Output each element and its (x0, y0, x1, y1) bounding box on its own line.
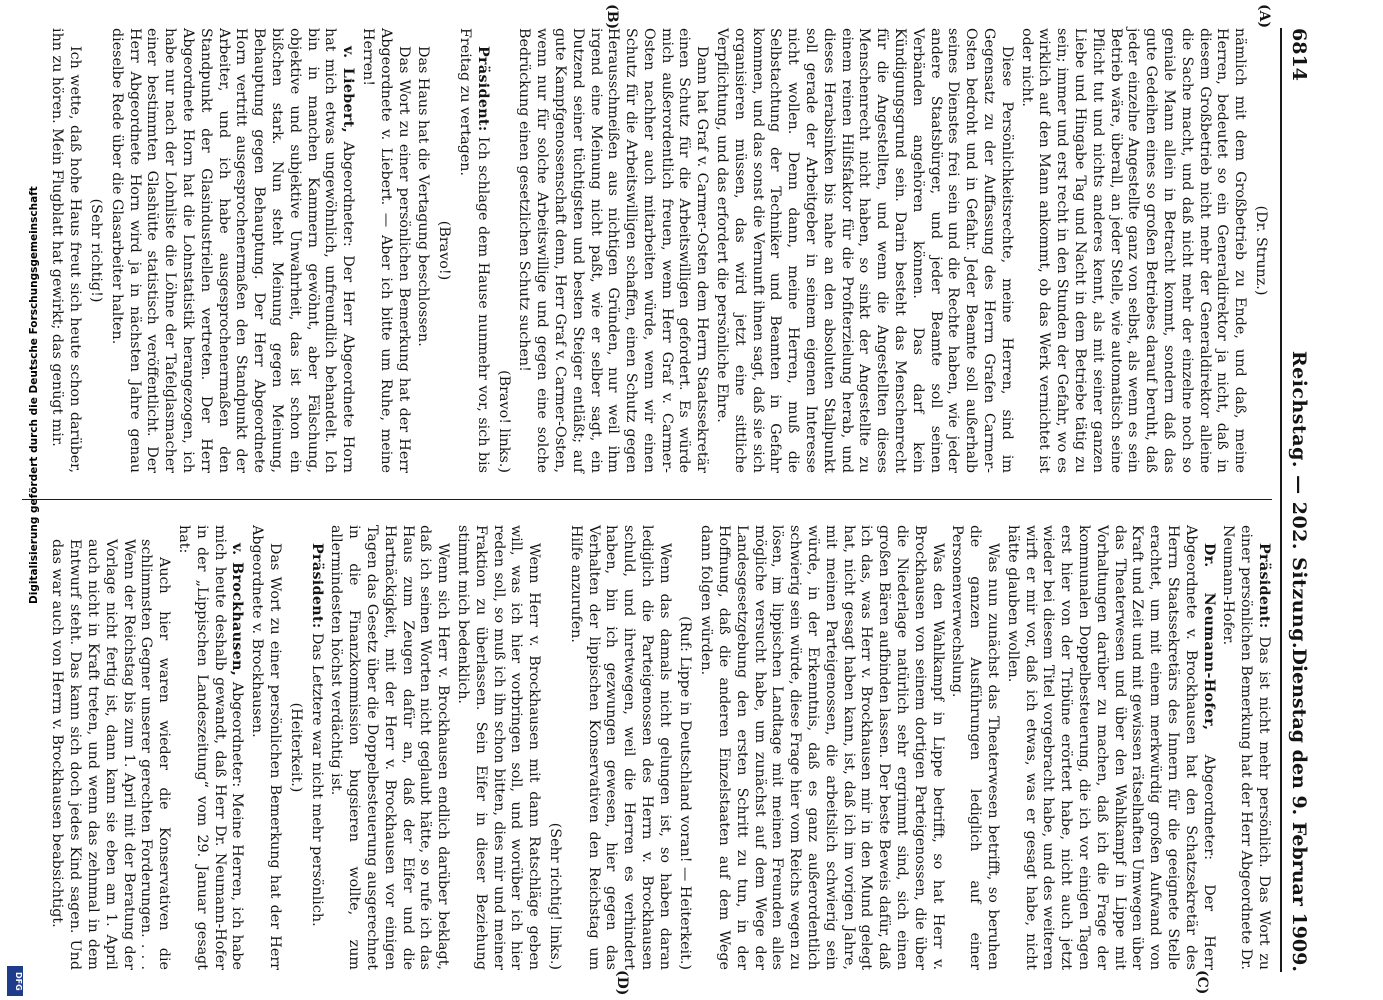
speaker-name: Dr. Neumann-Hofer, (1200, 543, 1217, 731)
speech-text: Abgeordneter: Der Herr Abgeordnete Horn hat mich etwas ungewöhnlich, unfreundlich behandelt. Ich bin in manchen Kammern gewöhnt, aber Fälschung, objektive und subjektive Unwahrheit, das ist schon ein bißchen stark. Nun steht Meinung gegen Meinung, Behauptung gegen Behauptung. Der Herr Abgeordnete Horn vertritt ausgesprochenermaßen den Standpunkt der Arbeiter, und ich habe ausgesprochenermaßen den Standpunkt der Glasindustriellen vertreten. Der Herr Abgeordnete Horn hat die Lohnstatistik herangezogen, ich habe nur nach der Lohnliste die Löhne der Tafelglasmacher einer bestimmten Glashütte statistisch veröffentlicht. Der Herr Abgeordnete Horn wird ja in nächsten Jahre genau dieselbe Rede über die Glasarbeiter halten. (108, 28, 357, 474)
paragraph (1003, 525, 1217, 970)
left-column (46, 28, 1272, 473)
paragraph (455, 28, 491, 473)
paragraph: Wenn sich Herr v. Brockhausen endlich darüber beklagt, daß ich seinen Worten nicht geglaubt hätte, so rufe ich das Haus zum Zeugen dafür an, daß der Eifer und die Hartnäckigkeit, mit der Herr v. Brockhausen vor einigen Tagen das Gesetz über die Doppelbesteuerung ausgerechnet in die Finanzkommission bugsieren wollte, zum allermindesten höchst verdächtig ist. (328, 525, 452, 970)
paragraph: Wenn das damals nicht gelungen ist, so haben daran lediglich die Parteigenossen des Herrn v. Brockhausen schuld, und ihretwegen, weil die Herren es verhindert haben, bin ich gezwungen gewesen, hier gegen das Verhalten der lippischen Konservativen den Reichstag um Hilfe anzurufen. (567, 525, 673, 970)
speaker-name: v. Brockhausen, (229, 543, 246, 677)
reaction: (Heiterkeit.) (287, 702, 304, 793)
speaker-tag: (Dr. Strunz.) (1253, 205, 1269, 296)
reaction: (Ruf: Lippe in Deutschland voran! — Heiterkeit.) (677, 616, 694, 970)
paragraph: Wenn Herr v. Brockhausen mit dann Ratschläge geben will, was ich hier vorbringen soll, und worüber ich hier reden soll, so muß ich ihn schon bitten, dies mir und meiner Fraktion zu überlassen. Sein Eifer in dieser Beziehung stimmt mich bedenklich. (454, 525, 543, 970)
digitization-credit (4, 0, 40, 1000)
speaker-name: v. Liebert, (340, 46, 357, 133)
paragraph: Dann hat Graf v. Carmer-Osten dem Herrn Staatssekretär einen Schutz für die Arbeitswilligen gefordert. Es würde mich außerordentlich freuen, wenn Herr Graf v. Carmer-Osten nachher auch mitarbeiten würde, wenn wir einen Schutz für die Arbeitswilligen schaffen, einen Schutz gegen Herausschmeißen aus nichtigen Gründen, nur weil ihm irgend eine Meinung nicht paßt, wie er selber sagt, ein Dutzend seiner tüchtigsten und besten Steiger entläßt; auf gute Kampfgenossenschaft denn, Herr Graf v. Carmer-Osten, wenn nur für solche Arbeitswillige und gegen eine solche Bedrückung einen gesetzlichen Schutz suchen! (516, 28, 711, 473)
margin-mark-b: (B) (604, 4, 620, 30)
paragraph (307, 525, 325, 970)
quoted-paragraph: Auch hier waren wieder die Konservativen die schlimmsten Gegner unserer gerechten Forderungen. . . . Wenn der Reichstag bis zum 1. April mit der Beratung der Vorlage nicht fertig ist, dann kann sie eben am 1. April auch nicht in Kraft treten, und wenn das zehnmal in dem Entwurf steht. Das kann sich doch jedes Kind sagen. Und das war auch von Herrn v. Brockhausen beabsichtigt. (49, 539, 173, 970)
session-title: Reichstag. — 202. Sitzung. (1288, 350, 1310, 650)
paragraph: Das Wort zu einer persönlichen Bemerkung hat der Herr Abgeordnete v. Brockhausen. (249, 525, 283, 970)
speaker-name: Präsident: (474, 46, 491, 132)
speech-text: Das ist nicht mehr persönlich. Das Wort zu einer persönlichen Bemerkung hat der Herr Abgeordnete Dr. Neumann-Hofer. (1220, 525, 1272, 970)
margin-mark-d: (D) (614, 970, 630, 996)
speech-text: Abgeordneter: Meine Herren, ich habe mich heute deshalb gewandt, daß Herr Dr. Neumann-Hofer in der „Lippischen Landeszeitung“ vom 29. Januar gesagt hat: (175, 525, 246, 970)
paragraph: Das Haus hat die Vertagung beschlossen. (415, 46, 432, 347)
dfg-logo (7, 966, 23, 996)
paragraph (107, 28, 356, 473)
reaction: (Bravo!) (436, 220, 453, 281)
reaction: (Sehr richtig! links.) (546, 822, 563, 970)
page-header (1280, 28, 1312, 972)
reaction: (Sehr richtig!) (88, 198, 104, 303)
column-divider (22, 499, 1272, 500)
paragraph (174, 525, 245, 970)
paragraph: Was den Wahlkampf in Lippe betrifft, so hat Herr v. Brockhausen von seinem dortigen Parteigenossen, die über die Niederlage natürlich sehr ergrimmt sind, sich einen großen Bären aufbinden lassen. Der beste Beweis dafür, daß ich das, was Herr v. Brockhausen mir in den Mund gelegt hat, nicht gesagt haben kann, ist, daß ich im vorigen Jahre, mit meinen Parteigenossen, die arbeitslich schwierig sein würde, in der Erkenntnis, daß es ganz außerordentlich schwierig sein würde, diese Frage hier vom Reichs wegen zu lösen, im lippischen Landtage mit meinen Freunden alles mögliche versucht habe, um zunächst auf dem Wege der Landesgesetzgebung den ersten Schritt zu tun, in der Hoffnung, daß die anderen Einzelstaaten auf dem Wege dann folgen würden. (698, 525, 946, 970)
reaction: (Bravo! links.) (495, 370, 512, 473)
speech-text: Ich schlage dem Hause nunmehr vor, sich bis Freitag zu vertagen. (456, 28, 491, 474)
paragraph: Diese Persönlichkeitsrechte, meine Herren, sind im Gegensatz zu der Auffassung des Herrn Grafen Carmer-Osten bedroht und in Gefahr. Jeder Beamte soll außerhalb seines Dienstes frei sein und die Rechte haben, wie jeder andere Staatsbürger, und jeder Beamte soll seinen Verbänden angehören können. Das darf kein Kündigungsgrund sein. Darin besteht das Menschenrecht für die Angestellten, und wenn die Angestellten dieses Menschenrecht nicht haben, so sinkt der Angestellte zu einem reinen Hilfsfaktor für die Profiterzielung herab, und dieses Herabsinken bis nahe an den absoluten Stallpunkt soll gerade der Arbeitgeber in seinem eigenen Interesse nicht wollen. Denn dann, meine Herren, muß die Selbstachtung der Techniker und Beamten in Gefahr kommen, und das sonst die Vernunft ihnen sagt, daß sie sich organisieren müssen, das wird jetzt eine sittliche Verpflichtung, und das erfordert die persönliche Ehre. (714, 28, 1015, 473)
paragraph: nämlich mit dem Großbetrieb zu Ende, und daß, meine Herren, bedeutet so ein Generaldirektor ja nicht, daß in diesem Großbetrieb nicht mehr der Generaldirektor alleine die Sache macht, und daß nicht mehr der einzelne noch so geniale Mann allein in Betracht kommt, sondern daß das gute Gedeihen eines so großen Betriebes darauf beruht, daß jeder einzelne Angestellte ganz von selbst, als wenn es sein Betrieb wäre, überall, an jeder Stelle, wie automatisch seine Pflicht tut und nichts anderes kennt, als mit seiner ganzen Liebe und Hingabe Tag und Nacht in dem Betriebe tätig zu sein; immer und erst recht in den Stunden der Gefahr, wo es wirklich auf den Mann ankommt, ob das Werk vernichtet ist oder nicht. (1018, 28, 1249, 473)
paragraph: Was nun zunächst das Theaterwesen betrifft, so beruhen die ganzen Ausführungen lediglich auf einer Personenverwechslung. (949, 525, 1002, 970)
credit-text: Digitalisierung gefördert durch die Deutsche Forschungsgemeinschaft (28, 186, 40, 604)
paragraph: Das Wort zu einer persönlichen Bemerkung hat der Herr Abgeordnete v. Liebert. — Aber ich bitte um Ruhe, meine Herren! (359, 28, 412, 473)
session-date: Dienstag den 9. Februar 1909. (1288, 648, 1310, 972)
page-number: 6814 (1288, 28, 1310, 81)
paragraph: Ich wette, daß hohe Haus freut sich heute schon darüber, ihn zu hören. Mein Flugblatt hat gewirkt; das genügt mir. (49, 28, 84, 473)
logo-text: DFG (14, 972, 23, 991)
speaker-name: Präsident: (1256, 543, 1272, 629)
margin-mark-c: (C) (1194, 970, 1210, 995)
margin-mark-a: (A) (1256, 4, 1272, 29)
speaker-name: Präsident: (308, 543, 325, 629)
speech-text: Das Letztere war nicht mehr persönlich. (308, 632, 325, 927)
right-column (46, 525, 1272, 970)
paragraph (1219, 525, 1272, 970)
speech-text: Abgeordneter: Der Herr Abgeordnete v. Brockhausen hat den Schatzsekretär des Herrn Staatssekretärs des Innern für die geeignete Stelle erachtet, um mit einem merkwürdig großen Aufwand von Kraft und Zeit und mit gewissen rätselhaften Umwegen über das Theaterwesen und über den Wahlkampf in Lippe mit Vorhaltungen darüber zu machen, daß ich die Frage der kommunalen Doppelbesteuerung, die ich vor einigen Tagen erst hier von der Tribüne erörtert habe, nicht auch jetzt wieder bei diesem Titel vorgebracht habe, und des weiteren wirft er mir vor, daß ich etwas, was er gesagt habe, nicht hätte glauben wollen. (1004, 525, 1217, 971)
